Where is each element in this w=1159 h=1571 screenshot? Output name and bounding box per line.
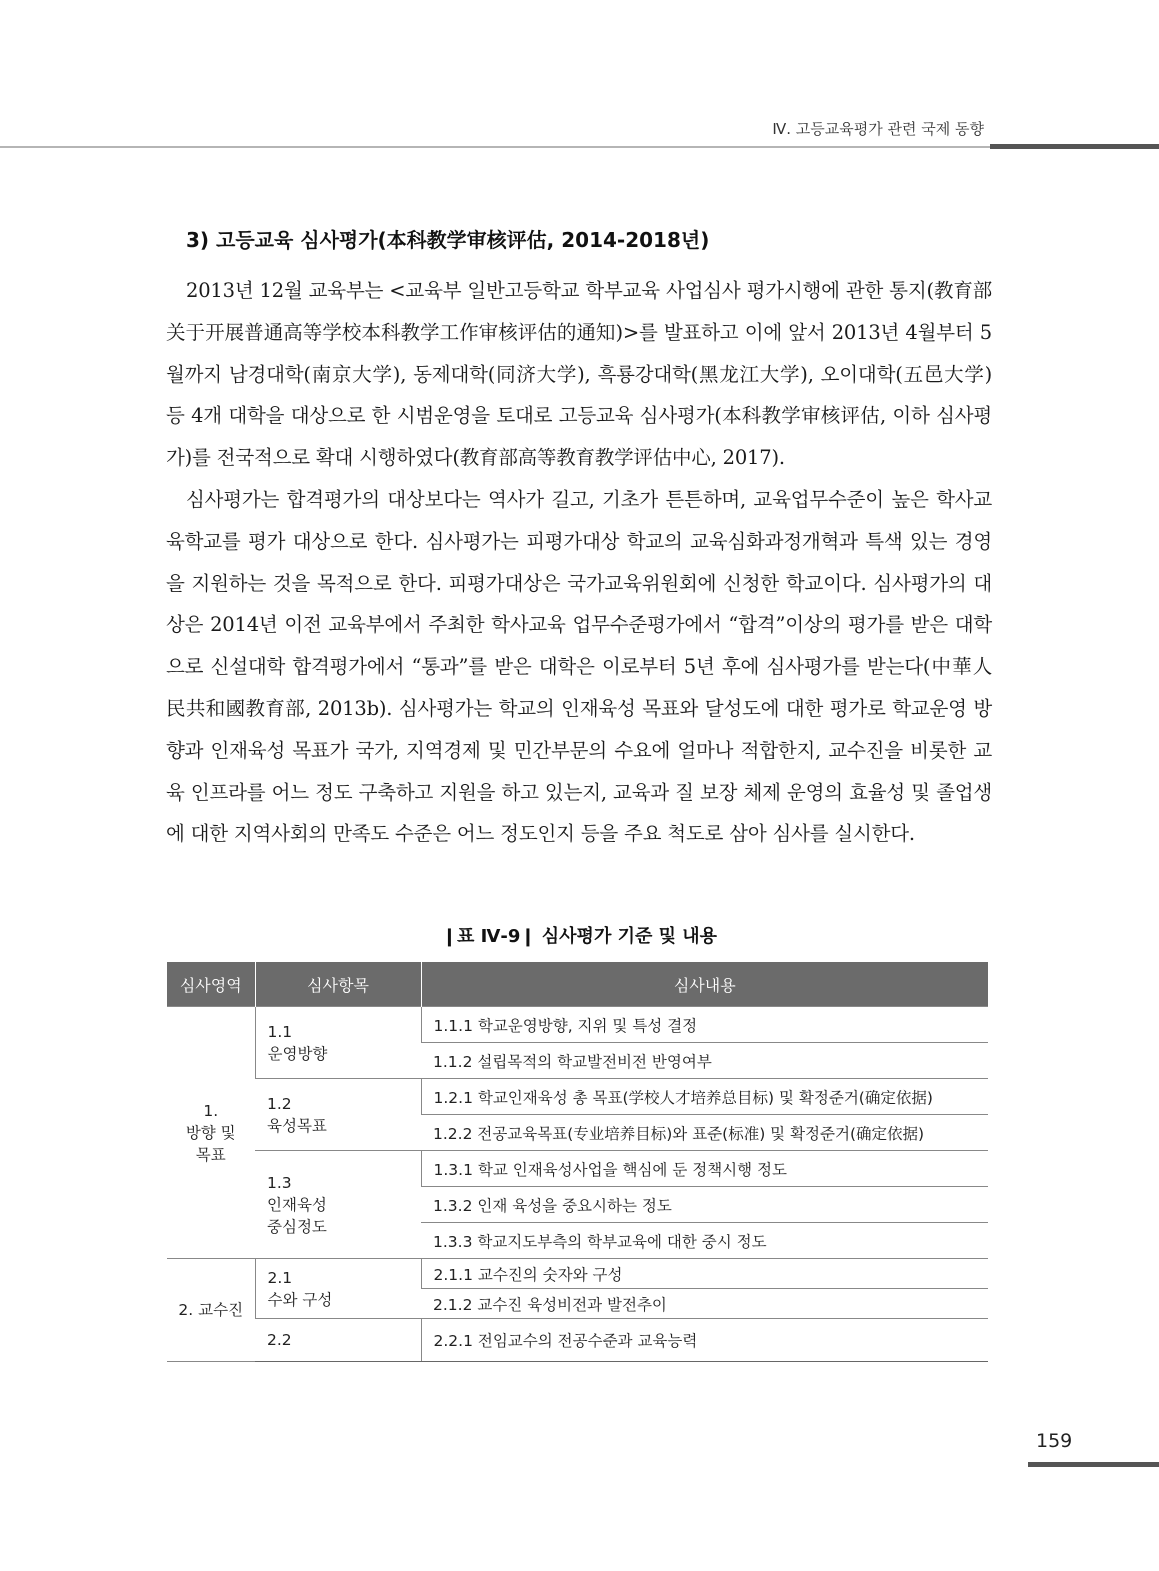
header-rule xyxy=(0,146,990,148)
content-cell: 1.2.1 학교인재육성 총 목표(学校人才培养总目标) 및 확정준거(确定依据) xyxy=(421,1079,988,1115)
item-cell: 2.1 수와 구성 xyxy=(255,1259,421,1319)
content-cell: 2.2.1 전임교수의 전공수준과 교육능력 xyxy=(421,1319,988,1362)
content-cell: 1.1.1 학교운영방향, 지위 및 특성 결정 xyxy=(421,1007,988,1043)
table-row xyxy=(167,1319,988,1362)
header-area: 심사영역 xyxy=(167,962,255,1007)
header-content: 심사내용 xyxy=(421,962,988,1007)
content-cell: 1.1.2 설립목적의 학교발전비전 반영여부 xyxy=(421,1043,988,1079)
area-cell: 1. 방향 및 목표 xyxy=(167,1007,255,1259)
content-cell: 2.1.1 교수진의 숫자와 구성 xyxy=(421,1259,988,1289)
item-cell: 2.2 xyxy=(255,1319,421,1362)
table-header-row xyxy=(167,962,988,1007)
item-cell: 1.3 인재육성 중심정도 xyxy=(255,1151,421,1259)
section-title: 3) 고등교육 심사평가(本科教学审核评估, 2014-2018년) xyxy=(186,228,710,252)
content-cell: 1.3.1 학교 인재육성사업을 핵심에 둔 정책시행 정도 xyxy=(421,1151,988,1187)
area-cell: 2. 교수진 xyxy=(167,1259,255,1362)
paragraph: 심사평가는 합격평가의 대상보다는 역사가 길고, 기초가 튼튼하며, 교육업무수준이 높은 학사교육학교를 평가 대상으로 한다. 심사평가는 피평가대상 학교의 교육심화과정개혁과 특색 있는 경영을 지원하는 것을 목적으로 한다. 피평가대상은 국가교육위원회에 신청한 학교이다. 심사평가의 대상은 2014년 이전 교육부에서 주최한 학사교육 업무수준평가에서 “합격”이상의 평가를 받은 대학으로 신설대학 합격평가에서 “통과”를 받은 대학은 이로부터 5년 후에 심사평가를 받는다(中華人民共和國教育部, 2013b). 심사평가는 학교의 인재육성 목표와 달성도에 대한 평가로 학교운영 방향과 인재육성 목표가 국가, 지역경제 및 민간부문의 수요에 얼마나 적합한지, 교수진을 비롯한 교육 인프라를 어느 정도 구축하고 지원을 하고 있는지, 교육과 질 보장 체제 운영의 효율성 및 졸업생에 대한 지역사회의 만족도 수준은 어느 정도인지 등을 주요 척도로 삼아 심사를 실시한다. xyxy=(166,487,992,846)
table-row xyxy=(167,1079,988,1115)
table-row xyxy=(167,1007,988,1043)
header-item: 심사항목 xyxy=(255,962,421,1007)
table-caption: ❙표 Ⅳ-9❙ 심사평가 기준 및 내용 xyxy=(441,926,718,947)
paragraph: 2013년 12월 교육부는 <교육부 일반고등학교 학부교육 사업심사 평가시행에 관한 통지(教育部关于开展普通高等学校本科教学工作审核评估的通知)>를 발표하고 이에 앞서 2013년 4월부터 5월까지 남경대학(南京大学), 동제대학(同济大学), 흑룡강대학(黑龙江大学), 오이대학(五邑大学) 등 4개 대학을 대상으로 한 시범운영을 토대로 고등교육 심사평가(本科教学审核评估, 이하 심사평가)를 전국적으로 확대 시행하였다(教育部高等教育教学评估中心, 2017). xyxy=(166,279,992,470)
content-cell: 1.3.3 학교지도부측의 학부교육에 대한 중시 정도 xyxy=(421,1223,988,1259)
criteria-table xyxy=(167,962,988,1362)
content-cell: 1.2.2 전공교육목표(专业培养目标)와 표준(标准) 및 확정준거(确定依据) xyxy=(421,1115,988,1151)
footer-rule xyxy=(1028,1462,1159,1467)
table-row xyxy=(167,1151,988,1187)
page-number: 159 xyxy=(1036,1430,1073,1452)
table-row xyxy=(167,1259,988,1289)
header-rule-accent xyxy=(990,144,1159,149)
item-cell: 1.1 운영방향 xyxy=(255,1007,421,1079)
item-cell: 1.2 육성목표 xyxy=(255,1079,421,1151)
running-header: Ⅳ. 고등교육평가 관련 국제 동향 xyxy=(772,120,984,138)
content-cell: 1.3.2 인재 육성을 중요시하는 정도 xyxy=(421,1187,988,1223)
body-text xyxy=(166,270,992,855)
content-cell: 2.1.2 교수진 육성비전과 발전추이 xyxy=(421,1289,988,1319)
